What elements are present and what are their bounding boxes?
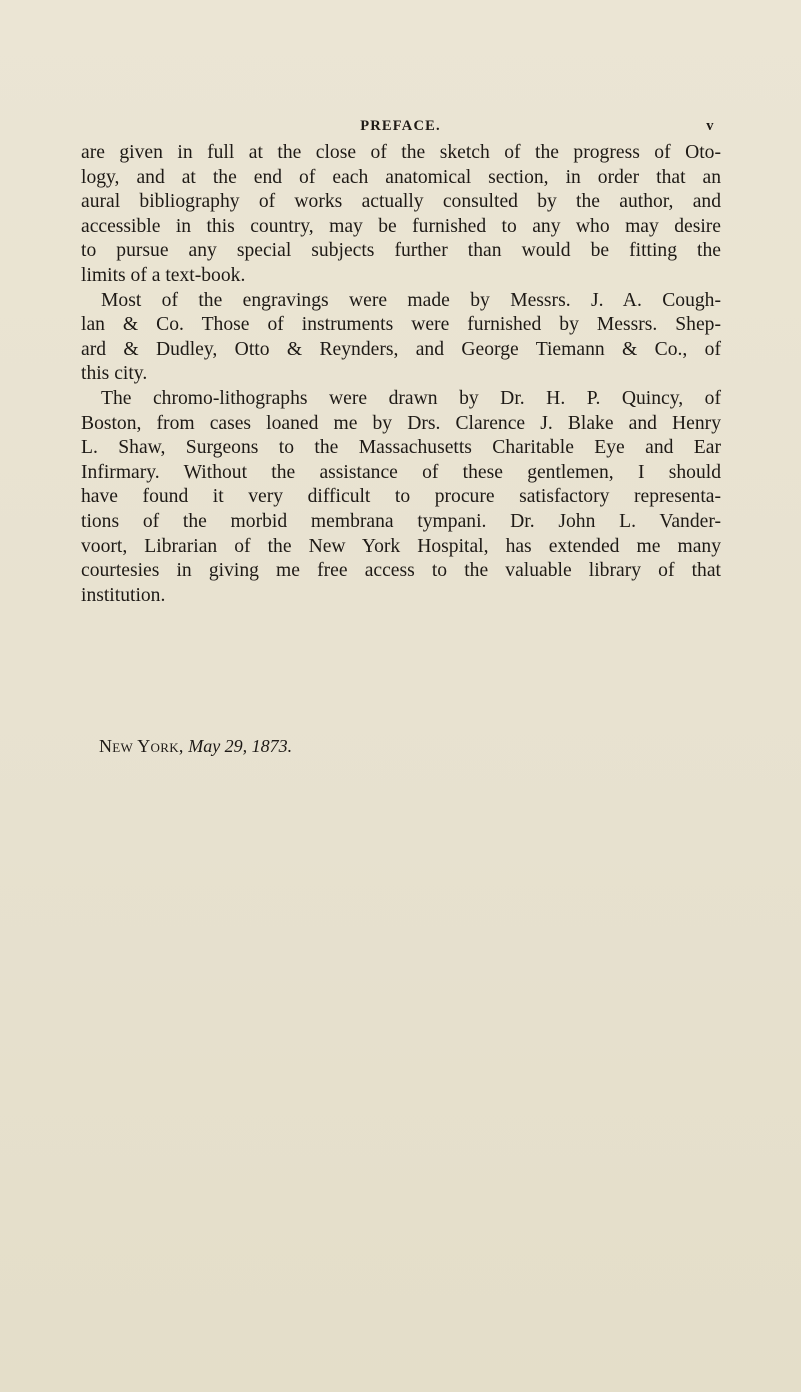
running-title: PREFACE. [360, 118, 441, 134]
text-line: courtesies in giving me free access to the valuable library of that [81, 560, 721, 582]
text-line: Boston, from cases loaned me by Drs. Clarence J. Blake and Henry [81, 412, 721, 434]
text-line: institution. [81, 584, 166, 606]
text-line: limits of a text-book. [81, 264, 246, 286]
text-line: this city. [81, 363, 148, 385]
signature [99, 735, 292, 757]
text-line: lan & Co. Those of instruments were furnished by Messrs. Shep- [81, 314, 721, 336]
signature-date: May 29, 1873. [188, 736, 293, 756]
text-line: L. Shaw, Surgeons to the Massachusetts Charitable Eye and Ear [81, 437, 721, 459]
text-line: tions of the morbid membrana tympani. Dr. John L. Vander- [81, 510, 721, 532]
text-line: have found it very difficult to procure satisfactory representa- [81, 486, 721, 508]
text-line: logy, and at the end of each anatomical section, in order that an [81, 166, 721, 188]
text-line: ard & Dudley, Otto & Reynders, and George Tiemann & Co., of [81, 338, 721, 360]
text-line: are given in full at the close of the sketch of the progress of Oto- [81, 142, 721, 163]
text-line: to pursue any special subjects further than would be fitting the [81, 240, 721, 262]
text-line: accessible in this country, may be furnished to any who may desire [81, 215, 721, 237]
page-number: v [706, 118, 714, 134]
text-line: aural bibliography of works actually consulted by the author, and [81, 191, 721, 213]
signature-place: New York, [99, 736, 184, 756]
running-head [0, 118, 801, 140]
body-text [81, 141, 721, 608]
text-line: Most of the engravings were made by Messrs. J. A. Cough- [101, 289, 721, 311]
text-line: voort, Librarian of the New York Hospital, has extended me many [81, 535, 721, 557]
text-line: The chromo-lithographs were drawn by Dr. H. P. Quincy, of [101, 387, 721, 409]
text-line: Infirmary. Without the assistance of these gentlemen, I should [81, 461, 721, 483]
